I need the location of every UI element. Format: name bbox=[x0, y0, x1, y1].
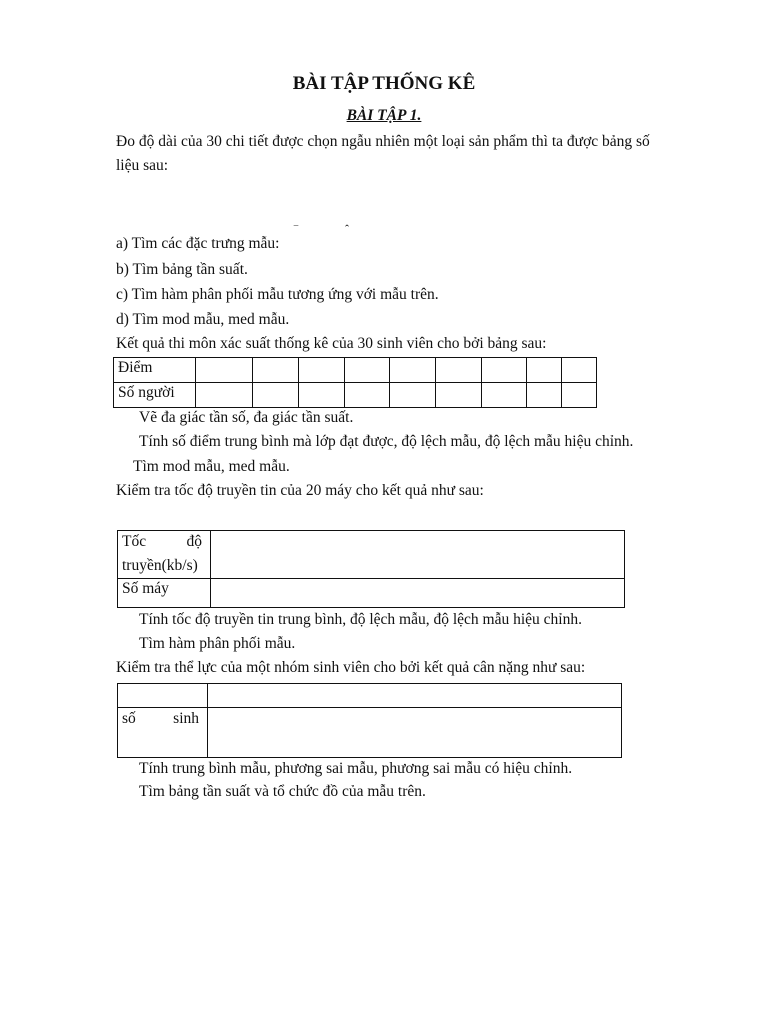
table-cell bbox=[118, 684, 208, 708]
speed-label-cell bbox=[118, 531, 211, 579]
table-cell bbox=[436, 383, 482, 408]
table-row bbox=[118, 684, 622, 708]
table-row bbox=[118, 531, 625, 579]
table-cell bbox=[527, 358, 562, 383]
table-cell bbox=[299, 383, 345, 408]
table-row bbox=[114, 358, 597, 383]
table-cell bbox=[299, 358, 345, 383]
table-cell bbox=[482, 383, 527, 408]
document-title: BÀI TẬP THỐNG KÊ bbox=[292, 73, 476, 94]
question-d: d) Tìm mod mẫu, med mẫu. bbox=[116, 311, 290, 328]
intro-line-2: liệu sau: bbox=[116, 157, 169, 174]
exam-table bbox=[113, 357, 597, 408]
fitness-label-word-1: số bbox=[122, 710, 136, 727]
fitness-label-word-2: sinh bbox=[173, 710, 199, 727]
table-cell bbox=[253, 358, 299, 383]
table-cell bbox=[482, 358, 527, 383]
table-row bbox=[118, 708, 622, 758]
table-cell bbox=[211, 579, 625, 608]
table-cell bbox=[527, 383, 562, 408]
table-cell bbox=[208, 708, 622, 758]
table-cell bbox=[390, 383, 436, 408]
machine-count-label-cell: Số máy bbox=[118, 579, 211, 608]
speed-label-word-2: độ bbox=[186, 533, 202, 550]
speed-intro: Kiểm tra tốc độ truyền tin của 20 máy cho kết quả như sau: bbox=[116, 482, 484, 499]
table-row bbox=[114, 383, 597, 408]
fitness-intro: Kiểm tra thể lực của một nhóm sinh viên cho bởi kết quả cân nặng như sau: bbox=[116, 659, 586, 676]
table-cell bbox=[196, 383, 253, 408]
count-label-cell: Số người bbox=[114, 383, 196, 408]
question-a: a) Tìm các đặc trưng mẫu: bbox=[116, 235, 280, 252]
exam-intro: Kết quả thi môn xác suất thống kê của 30 sinh viên cho bởi bảng sau: bbox=[116, 335, 547, 352]
table-cell bbox=[345, 383, 390, 408]
student-count-label-cell bbox=[118, 708, 208, 758]
fitness-task-1: Tính trung bình mẫu, phương sai mẫu, phương sai mẫu có hiệu chỉnh. bbox=[139, 760, 573, 777]
question-c: c) Tìm hàm phân phối mẫu tương ứng với mẫu trên. bbox=[116, 286, 439, 303]
table-row bbox=[118, 579, 625, 608]
exam-task-1: Vẽ đa giác tần số, đa giác tần suất. bbox=[139, 409, 354, 426]
score-label-cell: Điểm bbox=[114, 358, 196, 383]
speed-task-1: Tính tốc độ truyền tin trung bình, độ lệch mẫu, độ lệch mẫu hiệu chỉnh. bbox=[139, 611, 582, 628]
speed-label-line-2: truyền(kb/s) bbox=[122, 557, 198, 574]
table-cell bbox=[390, 358, 436, 383]
exercise-heading: BÀI TẬP 1. bbox=[346, 107, 422, 124]
question-b: b) Tìm bảng tần suất. bbox=[116, 261, 248, 278]
table-cell bbox=[562, 358, 597, 383]
table-cell bbox=[196, 358, 253, 383]
fitness-task-2: Tìm bảng tần suất và tổ chức đồ của mẫu trên. bbox=[139, 783, 426, 800]
table-cell bbox=[345, 358, 390, 383]
fitness-table bbox=[117, 683, 622, 758]
formula-hat-mark: ˆ bbox=[345, 222, 349, 236]
table-cell bbox=[253, 383, 299, 408]
table-cell bbox=[208, 684, 622, 708]
intro-line-1: Đo độ dài của 30 chi tiết được chọn ngẫu nhiên một loại sản phẩm thì ta được bảng số bbox=[116, 133, 650, 150]
formula-bar-mark: ‾ bbox=[294, 224, 298, 238]
speed-task-2: Tìm hàm phân phối mẫu. bbox=[139, 635, 296, 652]
speed-table bbox=[117, 530, 625, 608]
table-cell bbox=[436, 358, 482, 383]
table-cell bbox=[562, 383, 597, 408]
speed-label-word-1: Tốc bbox=[122, 533, 147, 550]
exam-task-3: Tìm mod mẫu, med mẫu. bbox=[133, 458, 290, 475]
table-cell bbox=[211, 531, 625, 579]
exam-task-2: Tính số điểm trung bình mà lớp đạt được, độ lệch mẫu, độ lệch mẫu hiệu chỉnh. bbox=[139, 433, 634, 450]
